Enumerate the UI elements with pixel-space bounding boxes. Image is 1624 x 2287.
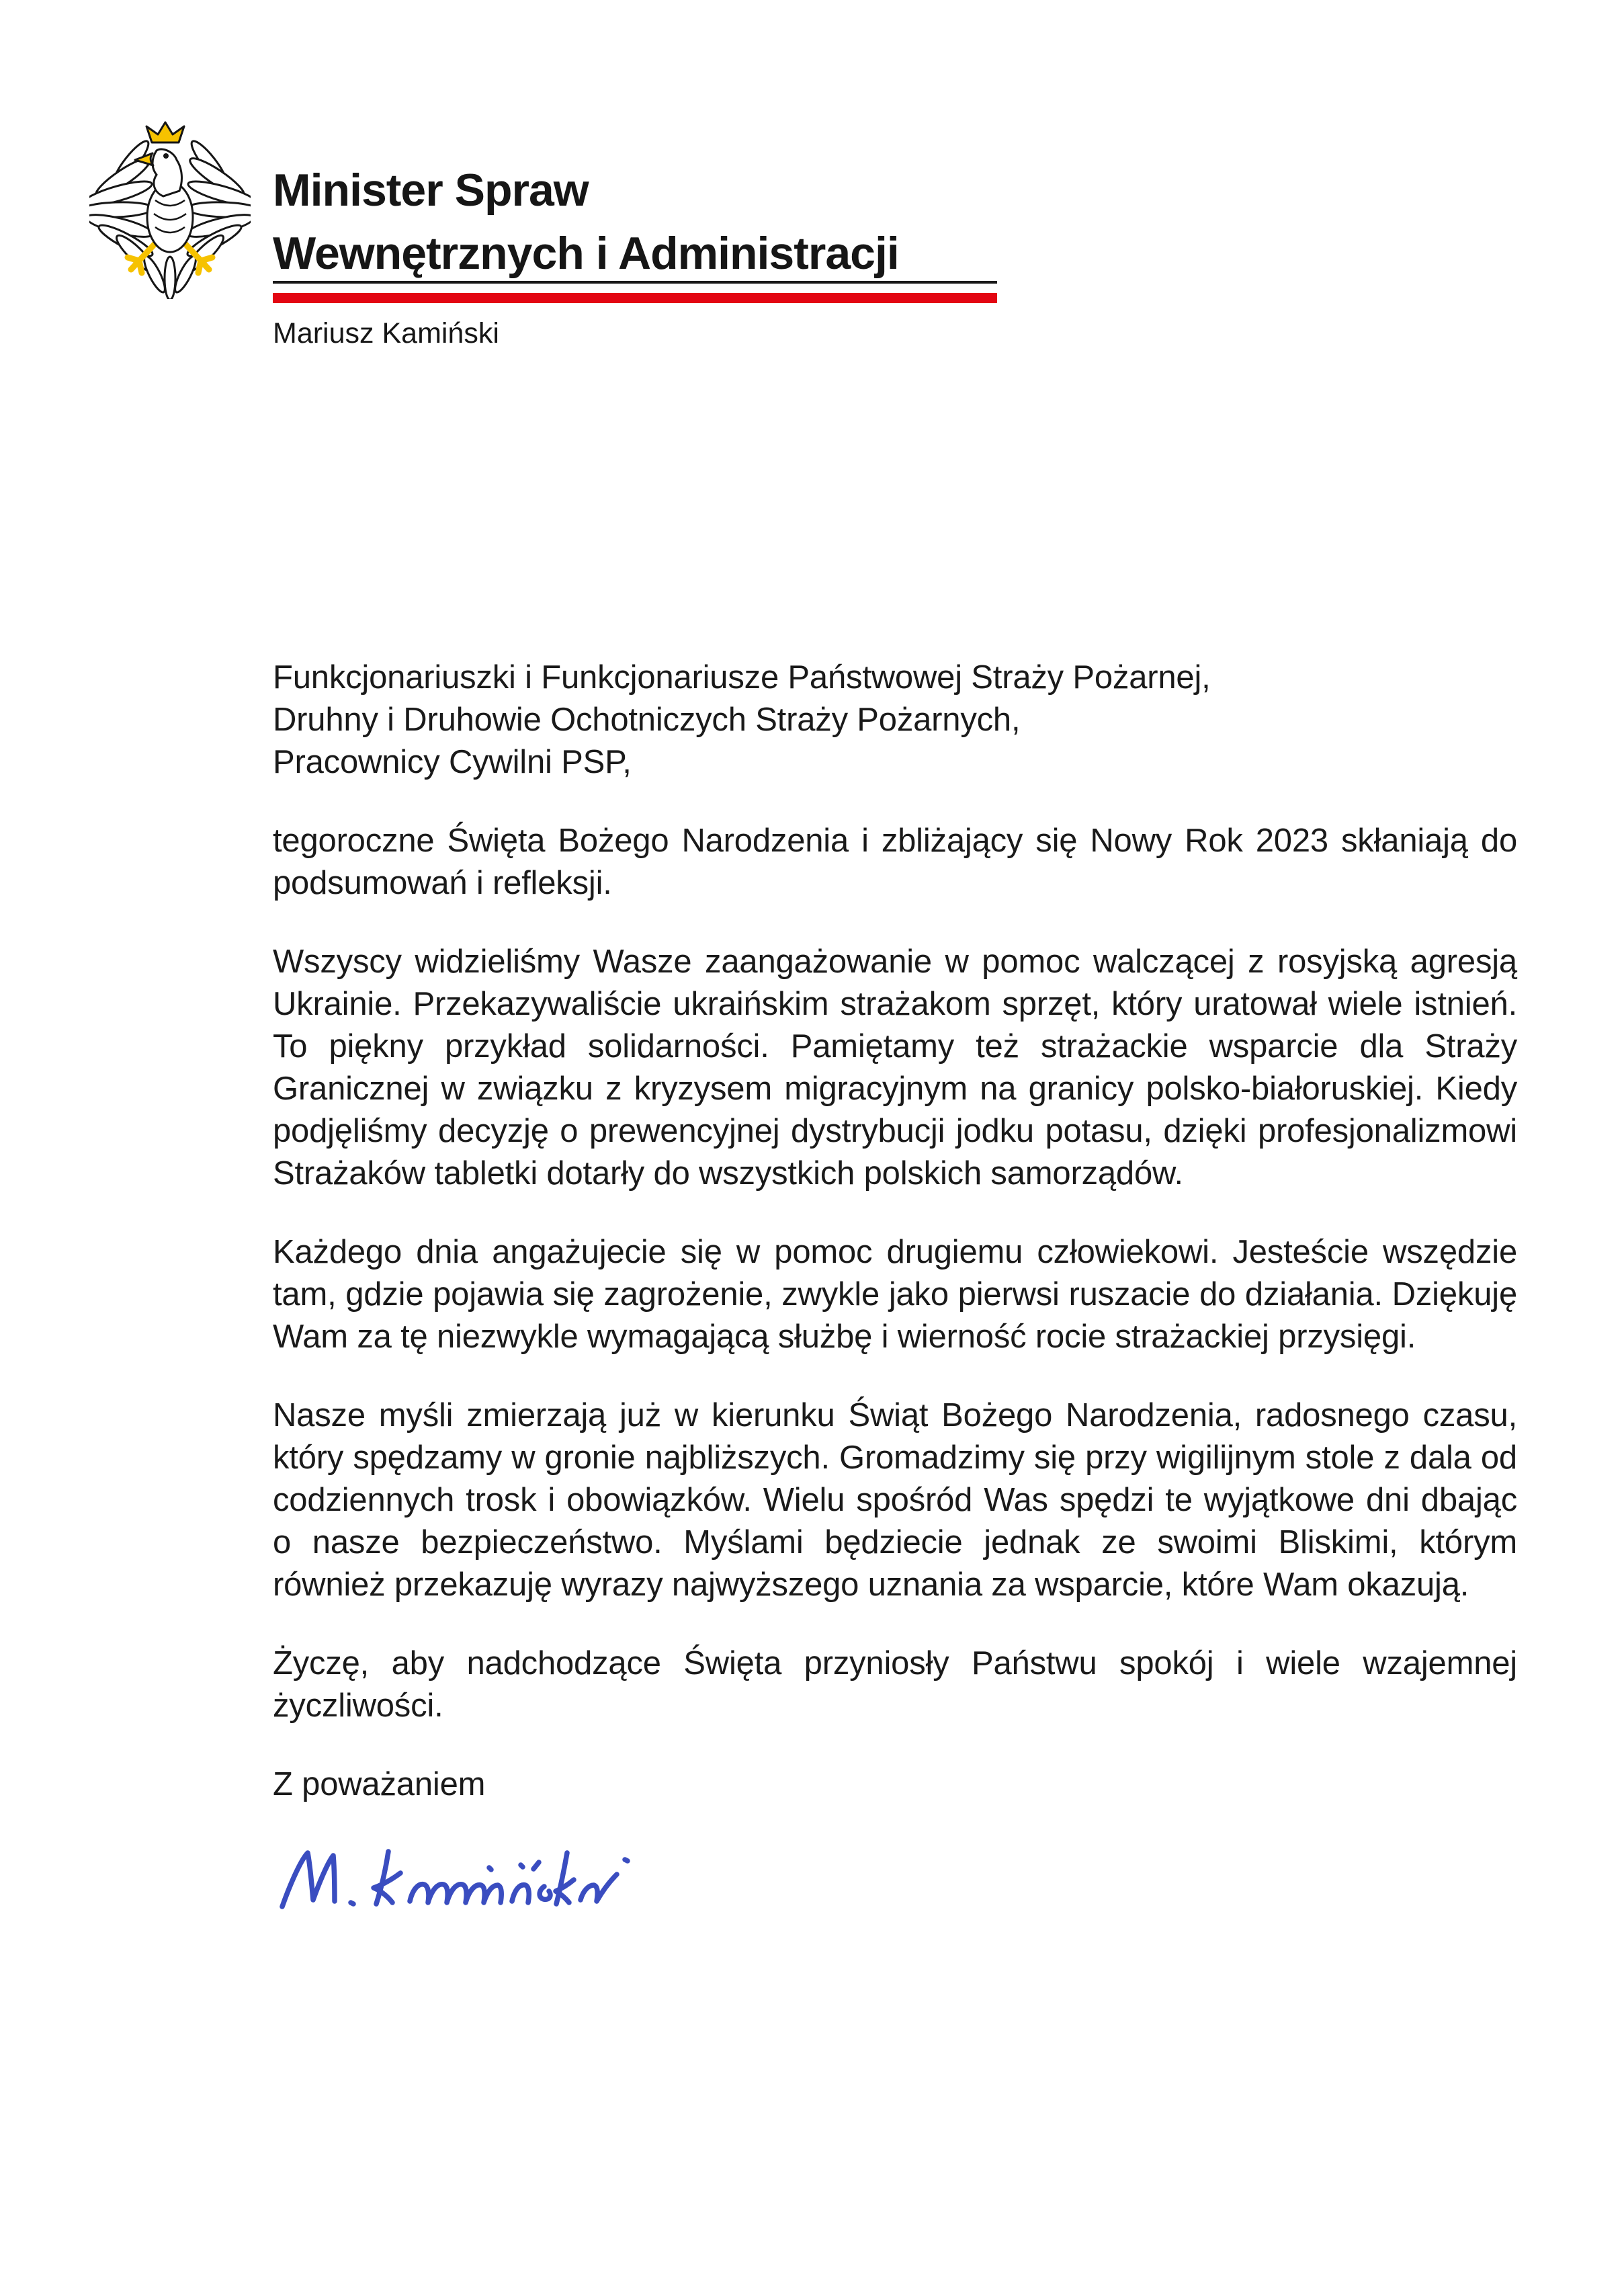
ministry-title-line1: Minister Spraw <box>273 164 589 216</box>
ministry-title-line2: Wewnętrznych i Administracji <box>273 227 899 279</box>
minister-name: Mariusz Kamiński <box>273 317 499 349</box>
paragraph-4: Nasze myśli zmierzają już w kierunku Świąt Bożego Narodzenia, radosnego czasu, który spędzamy w gronie najbliższych. Gromadzimy się przy wigilijnym stole z dala od codziennych trosk i obowiązków. Wielu spośród Was spędzi te wyjątkowe dni dbając o nasze bezpieczeństwo. Myślami będziecie jednak ze swoimi Bliskimi, którym również przekazuję wyrazy najwyższego uznania za wsparcie, które Wam okazują. <box>273 1397 1517 1603</box>
salutation-line-3: Pracownicy Cywilni PSP, <box>273 744 632 780</box>
signature-m-kaminski <box>273 1842 659 1916</box>
salutation <box>273 657 1517 784</box>
divider-white-band <box>273 284 997 293</box>
paragraph-1: tegoroczne Święta Bożego Narodzenia i zbliżający się Nowy Rok 2023 skłaniają do podsumowań i refleksji. <box>273 823 1517 901</box>
paragraph-5: Życzę, aby nadchodzące Święta przyniosły Państwu spokój i wiele wzajemnej życzliwości. <box>273 1645 1517 1724</box>
paragraph-2: Wszyscy widzieliśmy Wasze zaangażowanie w pomoc walczącej z rosyjską agresją Ukrainie. Przekazywaliście ukraińskim strażakom sprzęt, który uratował wiele istnień. To piękny przykład solidarności. Pamiętamy też strażackie wsparcie dla Straży Granicznej w związku z kryzysem migracyjnym na granicy polsko-białoruskiej. Kiedy podjęliśmy decyzję o prewencyjnej dystrybucji jodku potasu, dzięki profesjonalizmowi Strażaków tabletki dotarły do wszystkich polskich samorządów. <box>273 944 1517 1192</box>
salutation-line-2: Druhny i Druhowie Ochotniczych Straży Pożarnych, <box>273 702 1021 738</box>
flag-divider <box>273 281 997 303</box>
closing-text: Z poważaniem <box>273 1766 486 1802</box>
salutation-line-1: Funkcjonariuszki i Funkcjonariusze Państwowej Straży Pożarnej, <box>273 659 1211 696</box>
divider-red-band <box>273 293 997 303</box>
letter-body <box>273 657 1517 1916</box>
polish-eagle-emblem <box>89 121 251 299</box>
paragraph-3: Każdego dnia angażujecie się w pomoc drugiemu człowiekowi. Jesteście wszędzie tam, gdzie pojawia się zagrożenie, zwykle jako pierwsi ruszacie do działania. Dziękuję Wam za tę niezwykle wymagającą służbę i wierność rocie strażackiej przysięgi. <box>273 1234 1517 1355</box>
ministry-title <box>273 159 899 285</box>
